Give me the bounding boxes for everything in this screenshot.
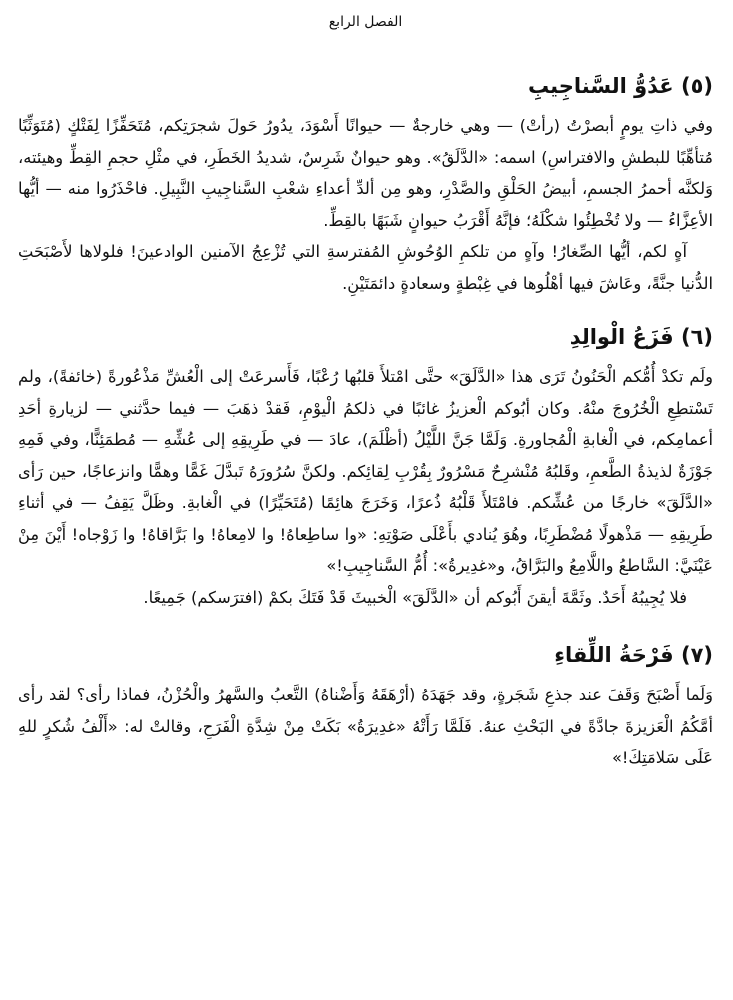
book-page <box>18 0 713 1000</box>
section-title: (٥) عَدُوُّ السَّناجِيبِ <box>527 74 713 98</box>
paragraph: آهٍ لكم، أيُّها الصِّغارُ! وآهٍ من تلكمِ الوُحُوشِ المُفترسةِ التي تُزْعِجُ الآمنين الوادعينَ! فلولاها لأَصْبَحَتِ الدُّنيا جنَّةً، وعَاشَ فيها أهْلُوها في غِبْطةٍ وسعادةٍ دائمَتَيْنِ. <box>18 242 713 293</box>
paragraph: فلا يُجِيبُهُ أَحَدٌ. وثَمَّةَ أيقنَ أَبُوكم أن «الدَّلَقَ» الْخبيثَ قَدْ فَتَكَ بكمْ (افترَسكم) جَمِيعًا. <box>143 587 687 607</box>
running-head: الفصل الرابع <box>328 14 403 30</box>
paragraph: وفي ذاتِ يومٍ أبصرْتُ (رأتْ) — وهي خارجةٌ — حيوانًا أَسْوَدَ، يدُورُ حَولَ شجرَتِكم، مُتَحَفِّزًا لِفَتْكٍ (مُتَوَثِّبًا مُتأهِّبًا للبطشِ والافتراسِ) اسمه: «الدَّلَقُ». وهو حيوانٌ شَرِسٌ، شديدُ الخَطَرِ، في مثْلِ حجمِ القِطِّ وهيئته، وَلكنَّه أحمرُ الجسمِ، أبيضُ الحَلْقِ والصَّدْرِ، وهو مِن ألدِّ أعداءِ شعْبِ السَّناجِيبِ النَّبِيلِ. فاحْذَرُوا منه — أيُّها الأعِزَّاءُ — ولا تُخْطِئُوا شكْلَهُ؛ فإنَّهُ أَقْرَبُ حيوانٍ شَبَهًا بالقِطِّ. <box>18 116 713 230</box>
section-father-fright <box>18 321 713 613</box>
section-title: (٦) فَزَعُ الْوالِدِ <box>569 325 713 349</box>
section-title: (٧) فَرْحَةُ اللِّقاءِ <box>554 643 713 667</box>
section-enemy-of-squirrels <box>18 70 713 299</box>
section-joy-of-meeting <box>18 639 713 774</box>
paragraph: ولَم تكدْ أُمُّكم الْحَنُونُ تَرَى هذا «الدَّلَقَ» حتَّى امْتلأَ قلبُها رُعْبًا، فَأَسرعَتْ إلى الْعُشِّ مَذْعُورةً (خائفةً)، ولم تَسْتطِعِ الْخُرُوجَ منْهُ. وكان أبُوكم الْعزيزُ غائبًا في ذلكمُ الْيوْمِ، فَقدْ ذهَبَ — فيما حدَّثني — لزيارةِ أحَدِ أعمامِكم، في الْغابةِ الْمُجاورةِ. وَلَمَّا جَنَّ اللَّيْلُ (أظْلَمَ)، عادَ — في طَرِيقِهِ إلى عُشِّهِ — مُطمَئِنًّا، وفي فَمِهِ جَوْزَةٌ لذيذةُ الطَّعمِ، وقَلبُهُ مُنْشرِحٌ مَسْرُورٌ بِقُرْبِ لِقائِكم. ولكنَّ سُرُورَهُ تَبدَّلَ غَمًّا وهمًّا وانزعاجًا، حين رَأى «الدَّلَقَ» خارجًا من عُشِّكم. فامْتَلأَ قَلْبُهُ ذُعرًا، وَخَرَجَ هائِمًا (مُتَحَيِّرًا) في الْغابةِ. وظَلَّ يَقِفُ — في أثناءِ طَرِيقِهِ — مَذْهولًا مُضْطَرِبًا، وهُوَ يُنادي بأَعْلَى صَوْتِهِ: «وا ساطِعاهُ! وا لامِعاهُ! وا بَرَّاقاهُ! وا زَوْجاه! أَيْنَ مِنْ عَيْنَيَّ: السَّاطعُ واللَّامِعُ والبَرَّاقُ، و«غدِيرةُ»: أُمُّ السَّناجِيبِ!» <box>18 367 713 575</box>
paragraph: وَلَما أَصْبَحَ وَقَفَ عند جذعِ شَجَرةٍ، وقد جَهَدَهُ (أرْهَقَهُ وَأَضْناهُ) التَّعبُ والسَّهرُ والْحُزْنُ، فماذا رأى؟ لقد رأى أمَّكُمُ الْعَزيزةَ جادَّةً في البَحْثِ عنهُ. فَلَمَّا رَأَتْهُ «غدِيرَةُ» بَكَتْ مِنْ شِدَّةِ الْفَرَحِ، وقالتْ له: «أَلْفُ شُكرٍ للهِ عَلَى سَلامَتِكَ!» <box>18 685 713 767</box>
